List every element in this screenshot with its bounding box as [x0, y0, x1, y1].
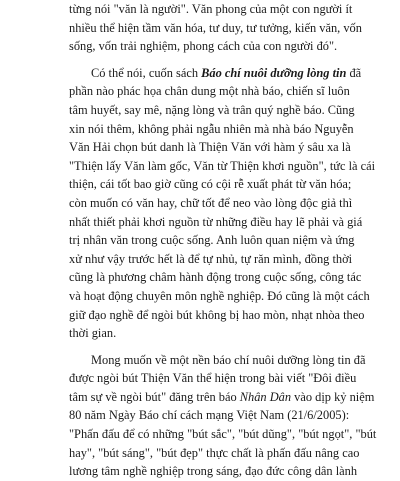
text-line	[69, 287, 370, 306]
text-line	[69, 306, 365, 325]
newspaper-name: Nhân Dân	[239, 389, 292, 404]
text-line	[69, 268, 362, 287]
text-line	[69, 138, 351, 157]
text-run: thời gian.	[69, 326, 117, 341]
text-run: vào dịp kỷ niệm	[291, 389, 375, 404]
text-line	[69, 213, 363, 232]
text-line	[69, 406, 350, 425]
text-run: từng nói "văn là người". Văn phong của một con người ít	[69, 2, 353, 16]
text-run: giữ đạo nghề để ngòi bút không bị hao mòn, nhạt nhòa theo	[69, 307, 365, 322]
text-line	[69, 231, 355, 250]
text-run: trị nhân văn trong cuộc sống. Anh luôn quan niệm và ứng	[69, 233, 355, 248]
text-run: xử như vậy trước hết là để tự nhủ, tự răn mình, đồng thời	[69, 251, 353, 266]
text-run: đã	[346, 65, 362, 80]
text-run: "Thiện lấy Văn làm gốc, Văn từ Thiện khơi nguồn", tức là cái	[69, 158, 376, 173]
text-line	[69, 388, 375, 407]
body-text	[69, 0, 377, 481]
text-line	[69, 37, 337, 56]
text-run: tâm huyết, say mê, nặng lòng và trân quý nghề báo. Cũng	[69, 102, 355, 117]
text-run: lương tâm nghề nghiệp trong sáng, đạo đức công dân lành	[69, 464, 358, 479]
text-run: 80 năm Ngày Báo chí cách mạng Việt Nam (21/6/2005):	[69, 408, 350, 423]
text-line	[69, 250, 353, 269]
text-line	[69, 175, 352, 194]
text-run: Có thể nói, cuốn sách	[91, 65, 202, 80]
text-run: được ngòi bút Thiện Văn thể hiện trong bài viết "Đôi điều	[69, 371, 357, 386]
text-line	[69, 369, 357, 388]
text-run: "Phấn đấu để có những "bút sắc", "bút dũng", "bút ngọt", "bút	[69, 427, 377, 442]
text-line	[69, 64, 362, 83]
text-run: xin nói thêm, không phải ngẫu nhiên mà nhà báo Nguyễn	[69, 121, 354, 136]
text-run: tâm sự về ngòi bút" đăng trên báo	[69, 389, 240, 404]
text-line	[69, 324, 337, 343]
text-run: và hoạt động chuyên môn nghề nghiệp. Đó cũng là một cách	[69, 288, 370, 303]
text-run: nhiều thể hiện tầm văn hóa, tư duy, tư tưởng, kiến văn, vốn	[69, 20, 362, 35]
book-title: Báo chí nuôi dưỡng lòng tin	[201, 65, 347, 80]
text-run: cũng là phương châm hành động trong cuộc sống, công tác	[69, 270, 362, 285]
text-run: Mong muốn về một nền báo chí nuôi dưỡng lòng tin đã	[91, 352, 366, 367]
text-line	[69, 425, 377, 444]
text-line	[69, 82, 350, 101]
text-line	[69, 120, 354, 139]
text-run: sống, vốn trải nghiệm, phong cách của con người đó".	[69, 39, 338, 54]
text-run: nhất thiết phải khơi nguồn từ những điều hay lẽ phải và giá	[69, 214, 363, 229]
text-run: phần nào phác họa chân dung một nhà báo, chiến sĩ luôn	[69, 84, 350, 99]
text-line	[69, 157, 376, 176]
text-run: Văn Hải chọn bút danh là Thiện Văn với hàm ý sâu xa là	[69, 140, 351, 155]
text-line	[69, 444, 360, 463]
text-run: hay", "bút sáng", "bút đẹp" thực chất là phấn đấu nâng cao	[69, 445, 360, 460]
text-line	[69, 19, 362, 38]
text-line	[69, 101, 355, 120]
text-line	[69, 0, 353, 19]
text-line	[69, 194, 353, 213]
text-line	[69, 351, 366, 370]
text-run: còn muốn có văn hay, chữ tốt để neo vào lòng độc giả thì	[69, 195, 353, 210]
text-run: thiện, cái tốt bao giờ cũng có cội rễ xuất phát từ văn hóa;	[69, 177, 352, 192]
text-line	[69, 462, 358, 481]
